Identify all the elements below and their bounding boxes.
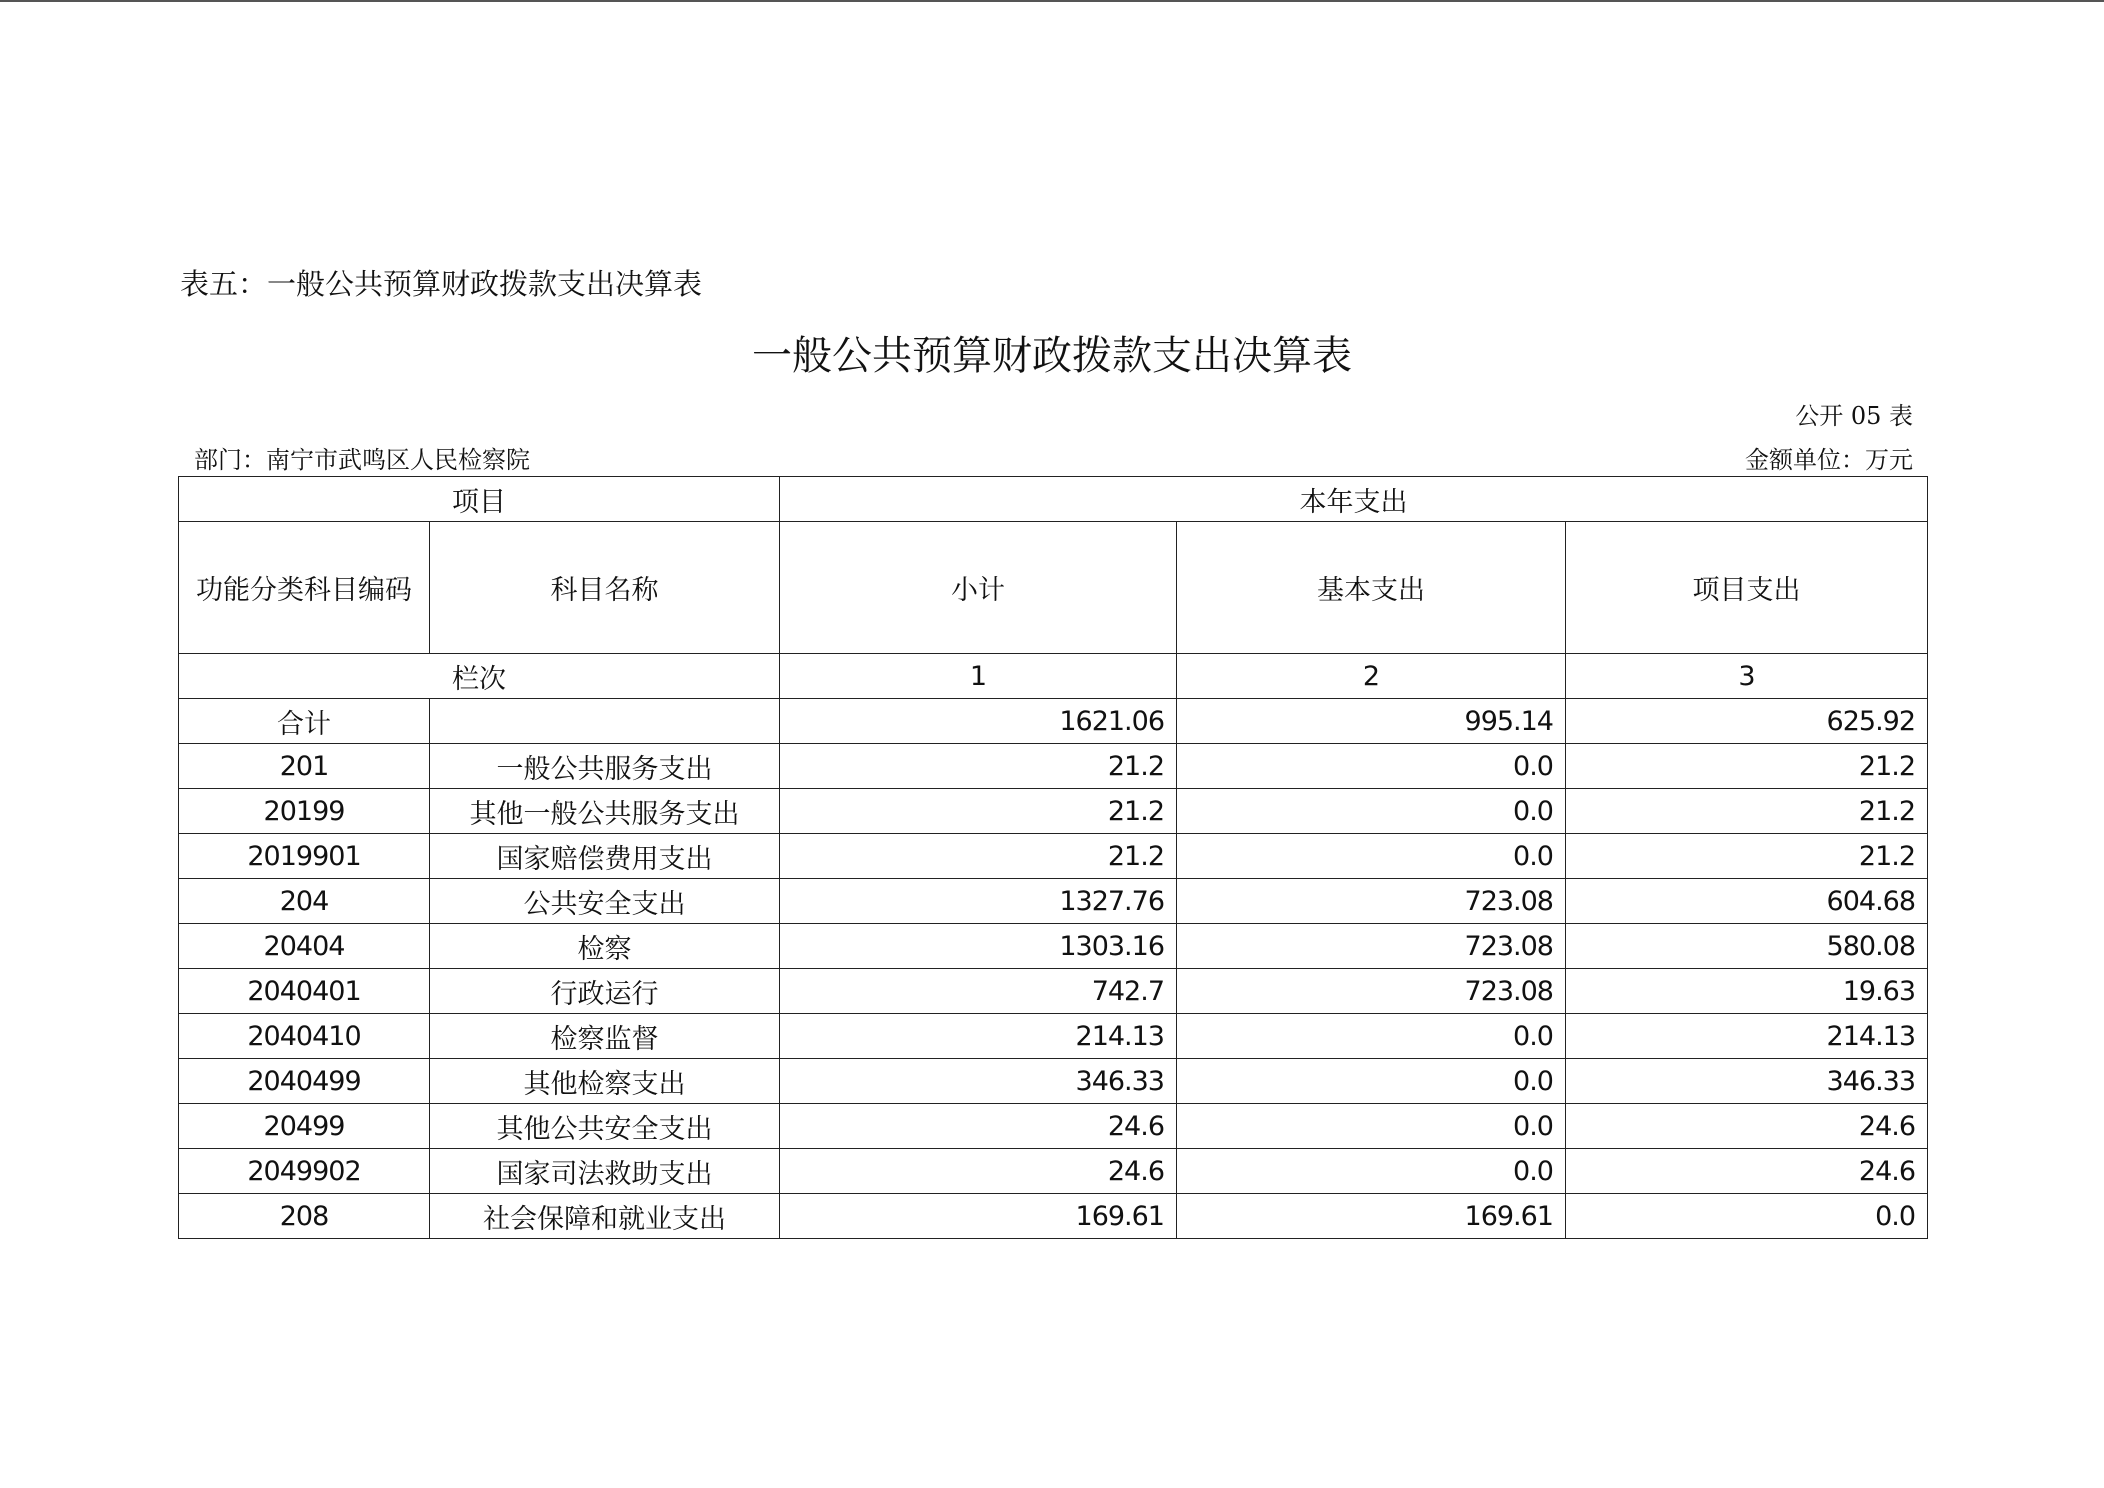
row-name: 一般公共服务支出: [430, 744, 780, 789]
row-project: 21.2: [1566, 744, 1928, 789]
header-name: 科目名称: [430, 522, 780, 654]
column-index-2: 2: [1177, 654, 1566, 699]
row-code: 2049902: [179, 1149, 430, 1194]
row-project: 214.13: [1566, 1014, 1928, 1059]
page-top-border: [0, 0, 2104, 2]
header-row-top: [179, 477, 1928, 522]
row-subtotal: 21.2: [780, 744, 1177, 789]
row-code: 204: [179, 879, 430, 924]
total-basic: 995.14: [1177, 699, 1566, 744]
row-project: 0.0: [1566, 1194, 1928, 1239]
row-basic: 0.0: [1177, 1059, 1566, 1104]
row-project: 580.08: [1566, 924, 1928, 969]
table-row: [179, 1194, 1928, 1239]
total-row: [179, 699, 1928, 744]
table-row: [179, 1149, 1928, 1194]
row-subtotal: 24.6: [780, 1149, 1177, 1194]
header-current-year: 本年支出: [780, 477, 1928, 522]
row-basic: 723.08: [1177, 879, 1566, 924]
row-project: 21.2: [1566, 834, 1928, 879]
row-code: 20199: [179, 789, 430, 834]
row-basic: 169.61: [1177, 1194, 1566, 1239]
row-subtotal: 214.13: [780, 1014, 1177, 1059]
table-row: [179, 834, 1928, 879]
row-basic: 0.0: [1177, 834, 1566, 879]
row-code: 201: [179, 744, 430, 789]
row-subtotal: 24.6: [780, 1104, 1177, 1149]
page-title: 一般公共预算财政拨款支出决算表: [752, 333, 1352, 379]
row-basic: 723.08: [1177, 969, 1566, 1014]
header-project: 项目支出: [1566, 522, 1928, 654]
row-basic: 0.0: [1177, 1149, 1566, 1194]
header-basic: 基本支出: [1177, 522, 1566, 654]
total-project: 625.92: [1566, 699, 1928, 744]
row-code: 2040499: [179, 1059, 430, 1104]
table-row: [179, 1059, 1928, 1104]
row-code: 2040401: [179, 969, 430, 1014]
row-name: 国家司法救助支出: [430, 1149, 780, 1194]
table-caption: 表五：一般公共预算财政拨款支出决算表: [180, 267, 703, 301]
row-subtotal: 1303.16: [780, 924, 1177, 969]
column-index-row: [179, 654, 1928, 699]
row-name: 检察监督: [430, 1014, 780, 1059]
row-subtotal: 346.33: [780, 1059, 1177, 1104]
expenditure-table: [178, 476, 1928, 1239]
table-row: [179, 744, 1928, 789]
row-name: 其他公共安全支出: [430, 1104, 780, 1149]
row-project: 346.33: [1566, 1059, 1928, 1104]
header-row-columns: [179, 522, 1928, 654]
table-row: [179, 924, 1928, 969]
table-row: [179, 969, 1928, 1014]
amount-unit-label: 金额单位：万元: [1745, 446, 1913, 474]
table-row: [179, 879, 1928, 924]
table-row: [179, 789, 1928, 834]
row-basic: 723.08: [1177, 924, 1566, 969]
row-basic: 0.0: [1177, 1014, 1566, 1059]
row-name: 其他一般公共服务支出: [430, 789, 780, 834]
header-item: 项目: [179, 477, 780, 522]
row-name: 其他检察支出: [430, 1059, 780, 1104]
row-project: 19.63: [1566, 969, 1928, 1014]
table-row: [179, 1104, 1928, 1149]
row-basic: 0.0: [1177, 1104, 1566, 1149]
form-number: 公开 05 表: [1795, 402, 1913, 430]
table-row: [179, 1014, 1928, 1059]
row-project: 24.6: [1566, 1149, 1928, 1194]
column-index-1: 1: [780, 654, 1177, 699]
total-label: 合计: [179, 699, 430, 744]
row-name: 检察: [430, 924, 780, 969]
row-basic: 0.0: [1177, 744, 1566, 789]
row-project: 24.6: [1566, 1104, 1928, 1149]
row-subtotal: 169.61: [780, 1194, 1177, 1239]
row-code: 2040410: [179, 1014, 430, 1059]
row-code: 20404: [179, 924, 430, 969]
row-code: 208: [179, 1194, 430, 1239]
total-name-cell: [430, 699, 780, 744]
row-name: 国家赔偿费用支出: [430, 834, 780, 879]
header-code: 功能分类科目编码: [179, 522, 430, 654]
column-index-3: 3: [1566, 654, 1928, 699]
row-code: 2019901: [179, 834, 430, 879]
row-subtotal: 21.2: [780, 789, 1177, 834]
row-name: 社会保障和就业支出: [430, 1194, 780, 1239]
row-basic: 0.0: [1177, 789, 1566, 834]
row-name: 行政运行: [430, 969, 780, 1014]
row-code: 20499: [179, 1104, 430, 1149]
department-label: 部门：南宁市武鸣区人民检察院: [194, 446, 530, 474]
header-subtotal: 小计: [780, 522, 1177, 654]
row-name: 公共安全支出: [430, 879, 780, 924]
row-subtotal: 742.7: [780, 969, 1177, 1014]
row-subtotal: 1327.76: [780, 879, 1177, 924]
column-index-label: 栏次: [179, 654, 780, 699]
row-project: 604.68: [1566, 879, 1928, 924]
total-subtotal: 1621.06: [780, 699, 1177, 744]
row-subtotal: 21.2: [780, 834, 1177, 879]
row-project: 21.2: [1566, 789, 1928, 834]
